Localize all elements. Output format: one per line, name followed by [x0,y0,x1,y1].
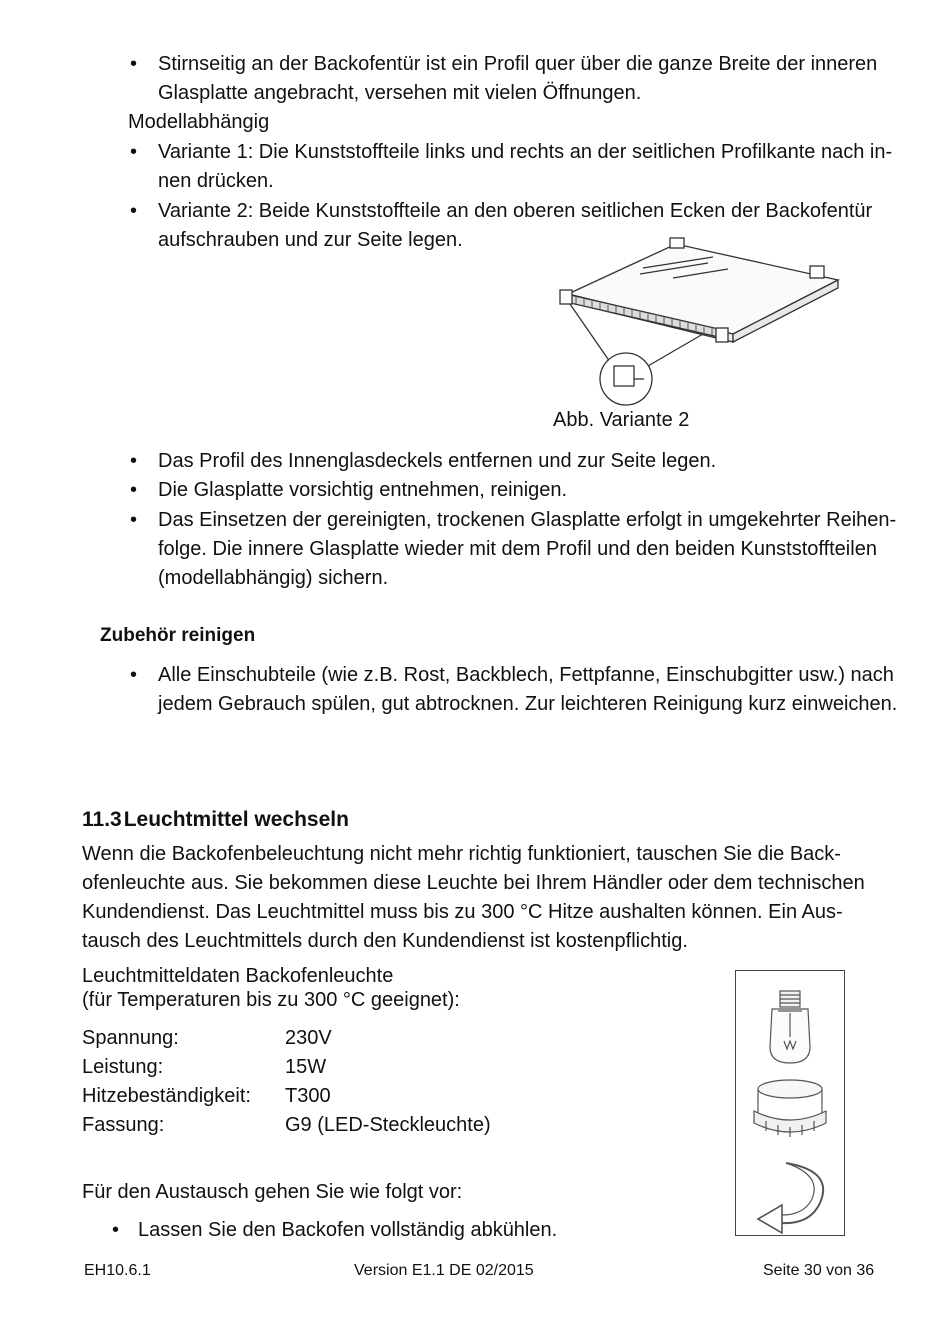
intro-line: Kundendienst. Das Leuchtmittel muss bis zu 300 °C Hitze aushalten können. Ein Aus- [82,901,843,923]
footer-right: Seite 30 von 36 [763,1262,875,1279]
spec-value: T300 [285,1085,331,1107]
bullet-text-line: Stirnseitig an der Backofentür ist ein Profil quer über die ganze Breite der inneren [158,53,878,75]
data-heading-line: Leuchtmitteldaten Backofenleuchte [82,965,394,987]
bullet-text-line: folge. Die innere Glasplatte wieder mit dem Profil und den beiden Kunststoffteilen [158,538,877,560]
modell-label: Modellabhängig [128,111,270,133]
bullet-text-line: Variante 1: Die Kunststoffteile links und rechts an der seitlichen Profilkante nach in- [158,141,893,163]
bullet-glyph: • [130,141,138,163]
procedure-intro: Für den Austausch gehen Sie wie folgt vor: [82,1181,463,1203]
spec-label: Spannung: [82,1027,179,1049]
bullet-text-line: Variante 2: Beide Kunststoffteile an den oberen seitlichen Ecken der Backofentür [158,200,873,222]
bullet-text-line: jedem Gebrauch spülen, gut abtrocknen. Zur leichteren Reinigung kurz einweichen. [158,693,898,715]
bullet-glyph: • [130,479,138,501]
footer-center: Version E1.1 DE 02/2015 [354,1262,534,1279]
figure-caption: Abb. Variante 2 [553,409,690,431]
bullet-text-line: Die Glasplatte vorsichtig entnehmen, reinigen. [158,479,568,501]
bullet-text-line: Alle Einschubteile (wie z.B. Rost, Backblech, Fettpfanne, Einschubgitter usw.) nach [158,664,894,686]
lamp-illustration [735,970,845,1236]
intro-line: ofenleuchte aus. Sie bekommen diese Leuchte bei Ihrem Händler oder dem technischen [82,872,865,894]
bullet-text-line: Das Einsetzen der gereinigten, trockenen Glasplatte erfolgt in umgekehrter Reihen- [158,509,897,531]
bullet-glyph: • [130,509,138,531]
bullet-glyph: • [130,664,138,686]
spec-value: 230V [285,1027,332,1049]
bullet-text-line: Glasplatte angebracht, versehen mit vielen Öffnungen. [158,82,642,104]
bullet-glyph: • [130,53,138,75]
spec-value: 15W [285,1056,327,1078]
intro-line: tausch des Leuchtmittels durch den Kundendienst ist kostenpflichtig. [82,930,688,952]
intro-line: Wenn die Backofenbeleuchtung nicht mehr richtig funktioniert, tauschen Sie die Back- [82,843,841,865]
bullet-text-line: aufschrauben und zur Seite legen. [158,229,463,251]
bullet-glyph: • [130,450,138,472]
spec-label: Leistung: [82,1056,164,1078]
data-heading-line: (für Temperaturen bis zu 300 °C geeignet): [82,989,460,1011]
footer-left: EH10.6.1 [84,1262,151,1279]
bullet-text-line: nen drücken. [158,170,274,192]
spec-label: Fassung: [82,1114,165,1136]
bullet-text-line: Das Profil des Innenglasdeckels entfernen und zur Seite legen. [158,450,717,472]
section-number: 11.3 [82,808,122,831]
section-heading [82,805,349,834]
spec-label: Hitzebeständigkeit: [82,1085,251,1107]
bullet-text-line: Lassen Sie den Backofen vollständig abkühlen. [138,1219,558,1241]
bullet-text-line: (modellabhängig) sichern. [158,567,389,589]
bullet-glyph: • [112,1219,120,1241]
oven-door-illustration [548,234,848,409]
section-title: Leuchtmittel wechseln [123,808,349,831]
spec-value: G9 (LED-Steckleuchte) [285,1114,491,1136]
bullet-glyph: • [130,200,138,222]
subheading-zubehoer: Zubehör reinigen [100,625,256,646]
